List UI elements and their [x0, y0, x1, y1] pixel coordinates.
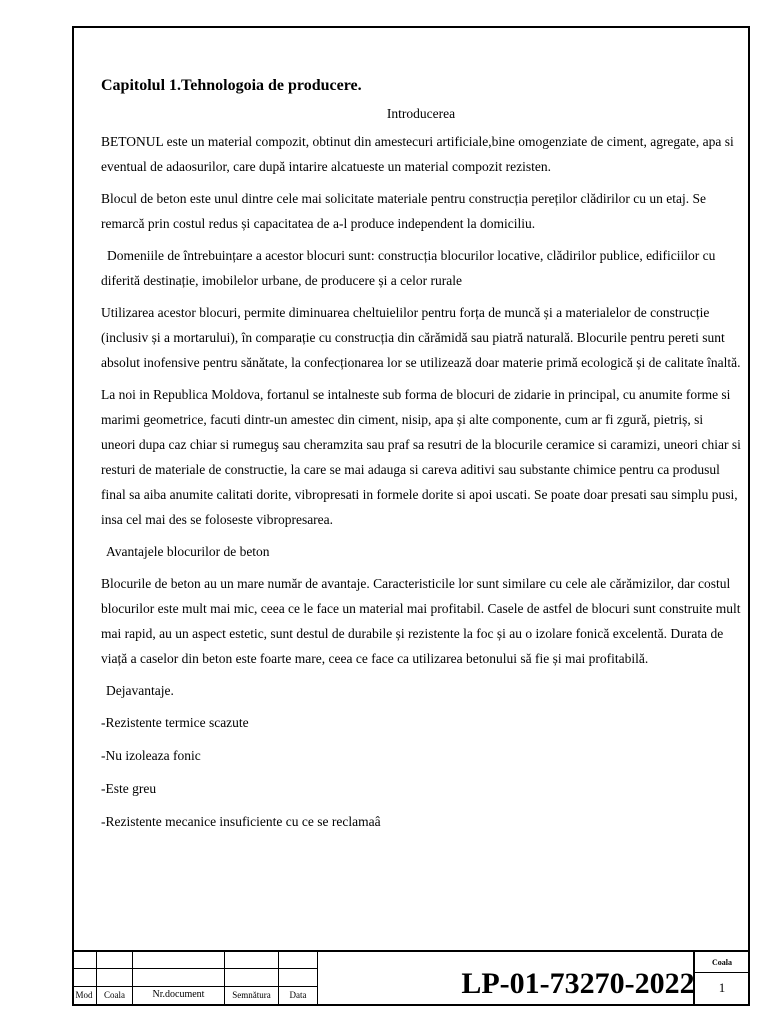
paragraph: Blocul de beton este unul dintre cele mai solicitate materiale pentru construcția pereților clădirilor cu un etaj. Se remarcă prin costul redus și capacitatea de a-l produce independent la domiciliu.	[101, 191, 707, 231]
paragraph: Utilizarea acestor blocuri, permite diminuarea cheltuielilor pentru forța de muncă și a materialelor de construcție (inclusiv și a mortarului), în comparație cu construcția din cărămidă sau piatră naturală. Blocurile pentru pereti sunt absolut inofensive pentru sănătate, la confecționarea lor se utilizează doar materie primă ecologică și de calitate înaltă.	[101, 305, 741, 370]
paragraph-text: Domeniile de întrebuințare a acestor blocuri sunt: construcția blocurilor locative, clădirilor publice, edificiilor cu diferită destinație, imobilelor urbane, de producere și a celor rurale	[101, 248, 716, 288]
col-coala-label: Coala	[104, 990, 125, 1000]
paragraph: BETONUL este un material compozit, obtinut din amestecuri artificiale,bine omogenziate de ciment, agregate, apa si eventual de adaosurilor, care după intarire alcatueste un material compozit rezisten.	[101, 134, 734, 174]
stamp-row-line	[72, 986, 318, 987]
section-heading-avantaje: Avantajele blocurilor de beton	[106, 544, 270, 559]
col-mod-label: Mod	[75, 990, 93, 1000]
paragraph: Blocurile de beton au un mare număr de avantaje. Caracteristicile lor sunt similare cu cele ale cărămizilor, dar costul blocurilor este mult mai mic, ceea ce le face un material mai profitabil. Casele de astfel de blocuri sunt construite mult mai rapid, au un aspect estetic, sunt destul de durabile și rezistente la foc și au o izolare fonică excelentă. Durata de viață a caselor din beton este foarte mare, ceea ce face ca utilizarea betonului să fie și mai profitabilă.	[101, 576, 741, 666]
stamp-col-line	[317, 950, 318, 1006]
stamp-row-line	[72, 968, 318, 969]
list-item: -Nu izoleaza fonic	[101, 748, 201, 763]
section-subtitle: Introducerea	[386, 106, 456, 121]
document-number: LP-01-73270-2022	[461, 967, 695, 1000]
sheet-label: Coala	[712, 958, 732, 967]
section-heading-dezavantaje: Dejavantaje.	[106, 683, 174, 698]
list-item: -Este greu	[101, 781, 157, 796]
list-item: -Rezistente termice scazute	[101, 715, 249, 730]
paragraph: La noi in Republica Moldova, fortanul se intalneste sub forma de blocuri de zidarie in principal, cu anumite forme si marimi geometrice, facuti dintr-un amestec din ciment, nisip, apa și alte componente, cum ar fi zgură, pietriș, si uneori dupa caz chiar si rumeguş sau cheramzita sau praf sa resutri de la blocurile ceramice si caramizi, uneori chiar si resturi de materiale de constructie, la care se mai adauga si careva aditivi sau substante chimice pentru ca produsul final sa aiba anumite calitati dorite, vibropresati in formele dorite si apoi uscati. Se poate doar presati sau simplu pusi, insa cel mai des se foloseste vibropresarea.	[101, 387, 741, 527]
sheet-number: 1	[718, 980, 726, 995]
chapter-title: Capitolul 1.Tehnologoia de producere.	[101, 77, 362, 94]
col-semnatura-label: Semnătura	[232, 990, 271, 1000]
document-body	[101, 74, 741, 842]
col-data-label: Data	[289, 990, 307, 1000]
list-item: -Rezistente mecanice insuficiente cu ce se reclamaâ	[101, 814, 381, 829]
col-nr-document-label: Nr.document	[152, 989, 205, 1000]
stamp-top-line	[72, 950, 750, 952]
paragraph	[101, 243, 741, 293]
title-block	[72, 950, 750, 1006]
